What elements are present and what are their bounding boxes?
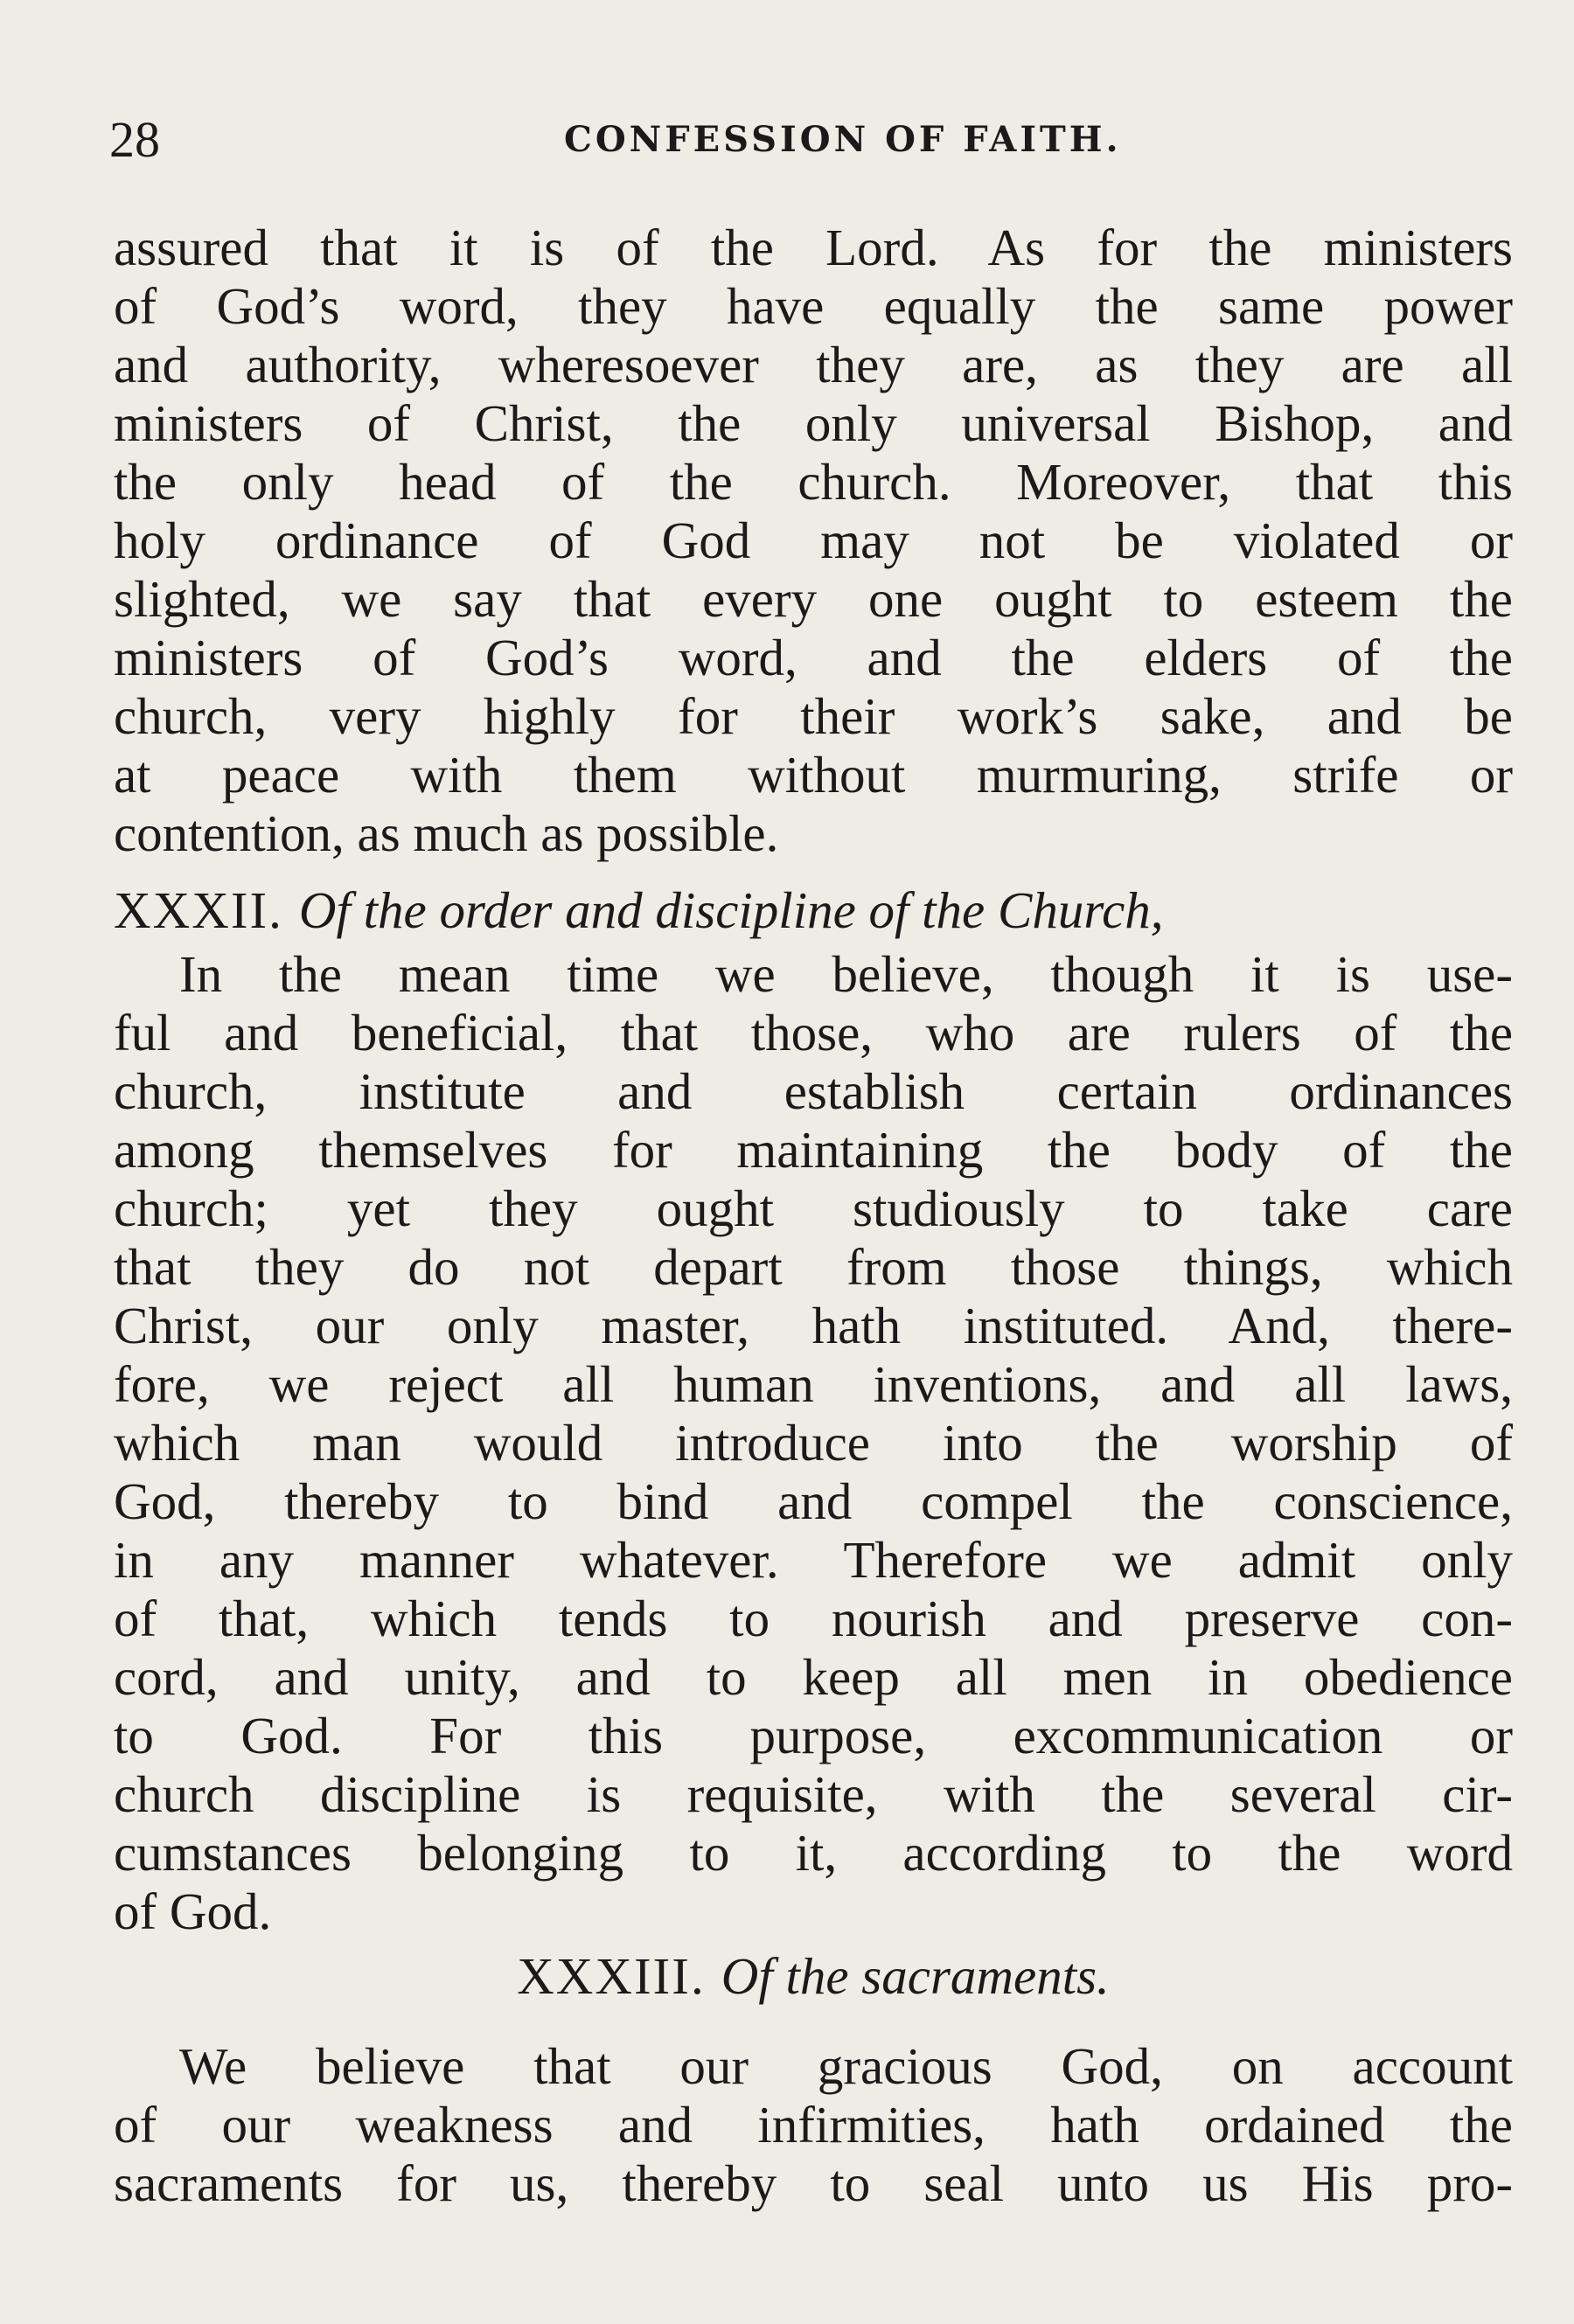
text-line: Christ, our only master, hath instituted. And, there-	[114, 1297, 1513, 1354]
paragraph-order-discipline	[114, 945, 1513, 1941]
text-line: which man would introduce into the worship of	[114, 1414, 1513, 1472]
text-line: and authority, wheresoever they are, as they are all	[114, 336, 1513, 393]
text-line: We believe that our gracious God, on account	[179, 2037, 1513, 2095]
text-line: church, institute and establish certain ordinances	[114, 1062, 1513, 1120]
section-heading-32	[114, 875, 1513, 945]
paragraph-ministers	[114, 219, 1513, 863]
section-title: Of the sacraments.	[721, 1947, 1110, 2005]
text-line: cord, and unity, and to keep all men in obedience	[114, 1648, 1513, 1706]
text-line: God, thereby to bind and compel the conscience,	[114, 1472, 1513, 1530]
section-numeral: XXXIII.	[517, 1947, 706, 2005]
text-line: to God. For this purpose, excommunication or	[114, 1707, 1513, 1764]
text-line: among themselves for maintaining the body of the	[114, 1121, 1513, 1179]
text-line: holy ordinance of God may not be violated or	[114, 511, 1513, 569]
running-title: CONFESSION OF FAITH.	[564, 119, 1122, 160]
text-line: church; yet they ought studiously to take care	[114, 1179, 1513, 1237]
page-number: 28	[109, 111, 160, 168]
body-text	[114, 219, 1513, 2213]
text-line: of that, which tends to nourish and preserve con-	[114, 1590, 1513, 1647]
running-head	[109, 105, 1508, 175]
text-line: at peace with them without murmuring, strife or	[114, 746, 1513, 804]
text-line: of God’s word, they have equally the same power	[114, 277, 1513, 335]
text-line: ministers of God’s word, and the elders of the	[114, 629, 1513, 686]
text-line: In the mean time we believe, though it is use-	[179, 945, 1513, 1003]
text-line: sacraments for us, thereby to seal unto us His pro-	[114, 2154, 1513, 2212]
text-line: ful and beneficial, that those, who are rulers of the	[114, 1004, 1513, 1061]
text-line: that they do not depart from those things, which	[114, 1238, 1513, 1296]
section-numeral: XXXII.	[114, 881, 283, 939]
text-line: fore, we reject all human inventions, and all laws,	[114, 1355, 1513, 1413]
section-title: Of the order and discipline of the Church,	[298, 881, 1164, 939]
text-line: slighted, we say that every one ought to esteem the	[114, 570, 1513, 628]
text-line: church discipline is requisite, with the several cir-	[114, 1765, 1513, 1823]
text-line: assured that it is of the Lord. As for the ministers	[114, 219, 1513, 276]
text-line: cumstances belonging to it, according to the word	[114, 1824, 1513, 1882]
text-line: church, very highly for their work’s sake, and be	[114, 687, 1513, 745]
text-line: the only head of the church. Moreover, that this	[114, 453, 1513, 511]
text-line: in any manner whatever. Therefore we admit only	[114, 1531, 1513, 1589]
section-heading-33	[114, 1941, 1513, 2011]
text-line: of our weakness and infirmities, hath ordained the	[114, 2096, 1513, 2154]
paragraph-sacraments	[114, 2037, 1513, 2213]
text-line: contention, as much as possible.	[114, 804, 779, 862]
text-line: ministers of Christ, the only universal Bishop, and	[114, 394, 1513, 452]
text-line: of God.	[114, 1882, 272, 1940]
